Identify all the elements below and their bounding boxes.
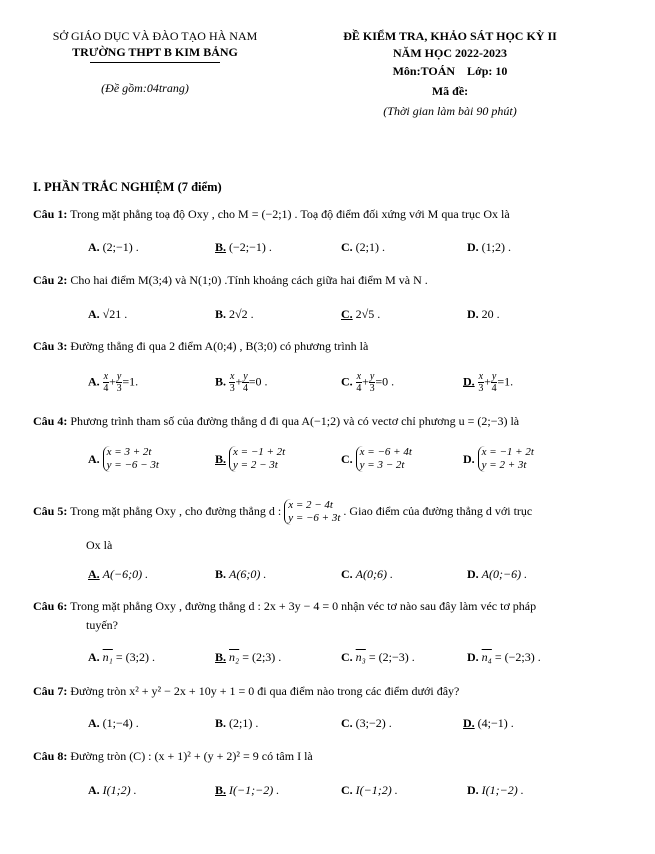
question-8 [33,748,633,764]
option-value: I(−1;2) . [355,783,398,797]
question-text: Trong mặt phẳng Oxy , cho đường thẳng d : [70,503,282,518]
question-text: Đường tròn x² + y² − 2x + 10y + 1 = 0 đi qua điểm nào trong các điểm dưới đây? [70,684,460,698]
option-letter: C. [341,716,353,730]
option-a[interactable] [88,306,127,322]
equation-system: x = −1 + 2t y = 2 + 3t [478,446,534,472]
option-a[interactable] [88,239,139,255]
option-a[interactable] [88,782,137,798]
option-letter: A. [88,452,100,466]
option-value: A(−6;0) . [102,567,149,581]
question-text: Đường tròn (C) : (x + 1)² + (y + 2)² = 9 có tâm I là [70,749,313,763]
option-value: = (2;−3) . [365,650,415,664]
school-underline [90,62,220,63]
normal-vector: n₃ [355,650,366,664]
equation-system: x = −6 + 4t y = 3 − 2t [356,446,412,472]
question-label: Câu 8: [33,749,68,763]
option-b[interactable] [215,715,258,731]
fraction: $\frac{x}{4}$ [356,371,362,394]
question-text: Trong mặt phẳng Oxy , đường thẳng d : 2x + 3y − 4 = 0 nhận véc tơ nào sau đây làm véc tơ pháp [70,599,537,613]
option-value: (1;−4) . [102,716,139,730]
equation-system: x = −1 + 2t y = 2 − 3t [229,446,285,472]
option-a[interactable]: A. $\frac{x}{4}$ + $\frac{y}{3}$ =1. [88,371,139,394]
option-letter: D. [463,452,475,466]
option-d[interactable] [467,649,541,665]
option-b[interactable] [215,239,272,255]
fraction: $\frac{x}{3}$ [478,371,484,394]
option-letter: C. [341,567,353,581]
exam-title: ĐỀ KIỂM TRA, KHẢO SÁT HỌC KỲ II [343,29,557,43]
question-label: Câu 2: [33,273,68,287]
option-letter: D. [463,716,475,730]
fraction: $\frac{x}{4}$ [103,371,109,394]
option-c[interactable] [341,782,398,798]
option-letter: A. [88,240,100,254]
normal-vector: n₄ [481,650,492,664]
option-letter: D. [467,240,479,254]
option-value: I(−1;−2) . [229,783,280,797]
option-c[interactable] [341,566,393,582]
option-letter: D. [467,307,479,321]
option-value: I(1;2) . [102,783,137,797]
question-label: Câu 3: [33,339,68,353]
fraction: $\frac{y}{3}$ [369,371,375,394]
option-d[interactable] [467,239,511,255]
school-year: NĂM HỌC 2022-2023 [393,46,507,60]
option-letter: A. [88,307,100,321]
option-b[interactable] [215,566,266,582]
option-value: (3;−2) . [355,716,392,730]
exam-time: (Thời gian làm bài 90 phút) [383,104,517,118]
fraction: $\frac{x}{3}$ [229,371,235,394]
subject-grade: Môn:TOÁN Lớp: 10 [392,64,508,78]
option-d[interactable] [467,782,524,798]
question-3 [33,338,633,354]
option-c[interactable] [341,715,392,731]
question-text: Phương trình tham số của đường thẳng d đi qua A(−1;2) và có vectơ chỉ phương u = (2;−3) là [70,414,520,428]
question-label: Câu 7: [33,684,68,698]
option-letter: B. [215,374,227,389]
option-letter: B. [215,650,227,664]
question-4 [33,413,633,429]
option-value: A(0;−6) . [481,567,528,581]
fraction: $\frac{y}{4}$ [491,371,497,394]
option-d[interactable]: D. $\frac{x}{3}$ + $\frac{y}{4}$ =1. [463,371,514,394]
normal-vector: n₂ [229,650,240,664]
option-value: (2;1) . [229,716,259,730]
option-letter: B. [215,307,227,321]
option-c[interactable] [341,446,412,472]
option-value: (−2;−1) . [229,240,272,254]
option-value: A(0;6) . [355,567,393,581]
exam-code: Mã đề: [431,84,469,98]
normal-vector: n₁ [102,650,113,664]
equation-system: x = 2 − 4t y = −6 + 3t [284,499,340,525]
question-label: Câu 4: [33,414,68,428]
option-value: = (3;2) . [112,650,155,664]
question-1 [33,206,633,222]
question-5 [33,499,633,525]
question-label: Câu 5: [33,503,68,518]
option-letter: D. [467,783,479,797]
option-value: 2√5 . [355,307,381,321]
option-letter: C. [341,783,353,797]
option-d[interactable] [467,306,500,322]
option-value: 2√2 . [229,307,254,321]
option-letter: D. [463,374,475,389]
option-b[interactable]: B. $\frac{x}{3}$ + $\frac{y}{4}$ =0 . [215,371,268,394]
option-value: A(6;0) . [229,567,267,581]
option-d[interactable] [467,566,527,582]
option-letter: B. [215,716,227,730]
question-text: . Giao điểm của đường thẳng d với trục [343,503,533,518]
question-label: Câu 6: [33,599,68,613]
option-letter: A. [88,716,100,730]
school-name: TRƯỜNG THPT B KIM BẢNG [72,45,238,59]
option-letter: C. [341,650,353,664]
option-a[interactable] [88,446,159,472]
option-value: (2;−1) . [102,240,139,254]
option-a[interactable] [88,649,155,665]
option-letter: B. [215,567,227,581]
option-b[interactable] [215,446,285,472]
option-d[interactable] [463,446,534,472]
option-b[interactable] [215,306,254,322]
fraction: $\frac{y}{3}$ [116,371,122,394]
option-a[interactable] [88,715,139,731]
option-letter: C. [341,374,353,389]
option-value: (4;−1) . [477,716,514,730]
fraction: $\frac{y}{4}$ [242,371,248,394]
question-label: Câu 1: [33,207,68,221]
option-c[interactable] [341,239,385,255]
question-text-cont: Ox là [86,538,113,552]
option-a[interactable] [88,566,148,582]
option-letter: C. [341,452,353,466]
option-letter: B. [215,452,227,466]
option-letter: C. [341,307,353,321]
option-value: (2;1) . [355,240,385,254]
option-letter: C. [341,240,353,254]
option-letter: B. [215,783,227,797]
option-value: = (2;3) . [239,650,282,664]
option-letter: B. [215,240,227,254]
option-d[interactable] [463,715,514,731]
dept-name: SỞ GIÁO DỤC VÀ ĐÀO TẠO HÀ NAM [52,29,258,43]
question-7 [33,683,633,699]
section-title: I. PHẦN TRẮC NGHIỆM (7 điểm) [33,180,222,194]
option-letter: A. [88,783,100,797]
option-letter: D. [467,567,479,581]
page-count: (Đề gồm:04trang) [101,81,189,95]
question-text: Trong mặt phẳng toạ độ Oxy , cho M = (−2;1) . Toạ độ điểm đối xứng với M qua trục Ox là [70,207,510,221]
equation-system: x = 3 + 2t y = −6 − 3t [103,446,159,472]
option-c[interactable]: C. $\frac{x}{4}$ + $\frac{y}{3}$ =0 . [341,371,395,394]
question-text: Cho hai điểm M(3;4) và N(1;0) .Tính khoảng cách giữa hai điểm M và N . [70,273,428,287]
option-value: √21 . [102,307,128,321]
question-text: Đường thẳng đi qua 2 điểm A(0;4) , B(3;0) có phương trình là [70,339,369,353]
option-value: (1;2) . [481,240,511,254]
option-letter: A. [88,567,100,581]
option-value: I(1;−2) . [481,783,524,797]
question-text-cont: tuyến? [86,618,118,632]
option-c[interactable] [341,649,415,665]
question-2 [33,272,633,288]
option-value: = (−2;3) . [491,650,541,664]
option-b[interactable] [215,649,281,665]
option-b[interactable] [215,782,279,798]
option-value: 20 . [481,307,500,321]
question-6 [33,598,633,614]
option-letter: A. [88,650,100,664]
option-c[interactable] [341,306,380,322]
option-letter: A. [88,374,100,389]
option-letter: D. [467,650,479,664]
